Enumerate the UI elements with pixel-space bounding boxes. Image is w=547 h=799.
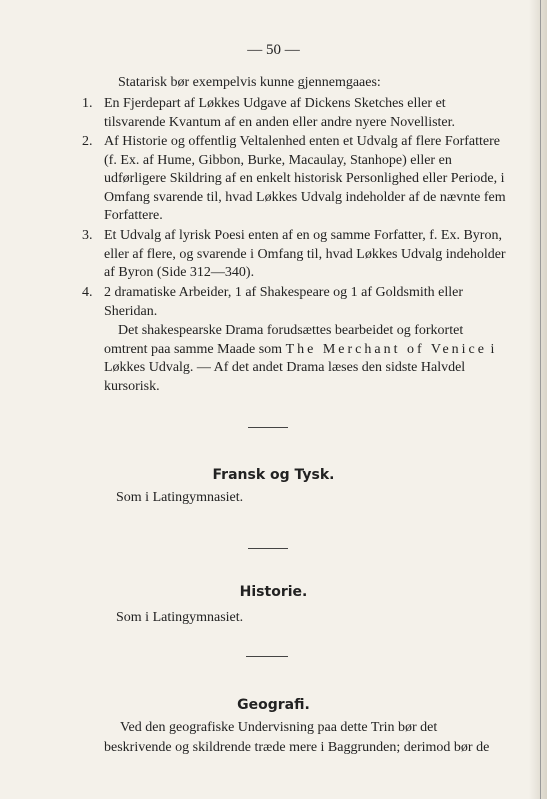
list-item-text: En Fjerdepart af Løkkes Udgave af Dickens Sketches eller et tilsvarende Kvantum af en anden eller andre nyere Novellister. <box>104 96 456 130</box>
section-note: Som i Latingymnasiet. <box>116 490 244 505</box>
list-item <box>82 284 506 321</box>
intro-line: Statarisk bør exempelvis kunne gjennemgaaes: <box>118 75 381 90</box>
drama-paragraph-before: Det shakespearske Drama forudsættes bearbeidet og forkortet omtrent paa samme Maade som <box>104 323 464 357</box>
drama-paragraph-after: i Løkkes Udvalg. — Af det andet Drama læses den sidste Halvdel kursorisk. <box>104 341 495 394</box>
section-divider <box>248 427 288 428</box>
list-item-number: 2. <box>82 134 93 149</box>
list-item <box>82 227 506 283</box>
section-heading-geografi: Geografi. <box>237 697 310 713</box>
list-item <box>82 95 506 132</box>
body-paragraph: Ved den geografiske Undervisning paa dette Trin bør det beskrivende og skildrende træde mere i Baggrunden; derimod bør de <box>104 720 490 755</box>
section-divider <box>246 656 288 657</box>
list-item-text: Af Historie og offentlig Veltalenhed enten et Udvalg af flere Forfattere (f. Ex. af Hume, Gibbon, Burke, Macaulay, Stanhope) eller en udførligere Skildring af en enkelt historisk Personlighed eller Periode, i Omfang svarende til, hvad Løkkes Udvalg indeholder af de nævnte fem Forfattere. <box>104 134 506 223</box>
list-item <box>82 133 506 226</box>
list-item-number: 4. <box>82 285 93 300</box>
section-heading-fransk-tysk: Fransk og Tysk. <box>212 467 335 483</box>
drama-title: The Merchant of Venice <box>285 341 487 357</box>
drama-paragraph <box>104 322 504 396</box>
list-item-number: 1. <box>82 96 93 111</box>
page-edge-line <box>540 0 541 799</box>
section-note: Som i Latingymnasiet. <box>116 610 244 625</box>
page-edge <box>529 0 547 799</box>
list-item-number: 3. <box>82 228 93 243</box>
section-divider <box>248 548 288 549</box>
page-number: — 50 — <box>247 42 300 58</box>
list-item-text: 2 dramatiske Arbeider, 1 af Shakespeare og 1 af Goldsmith eller Sheridan. <box>104 285 464 319</box>
list-item-text: Et Udvalg af lyrisk Poesi enten af en og samme Forfatter, f. Ex. Byron, eller af flere, og svarende i Omfang til, hvad Løkkes Udvalg indeholder af Byron (Side 312—340). <box>104 228 506 280</box>
section-heading-historie: Historie. <box>239 584 308 600</box>
